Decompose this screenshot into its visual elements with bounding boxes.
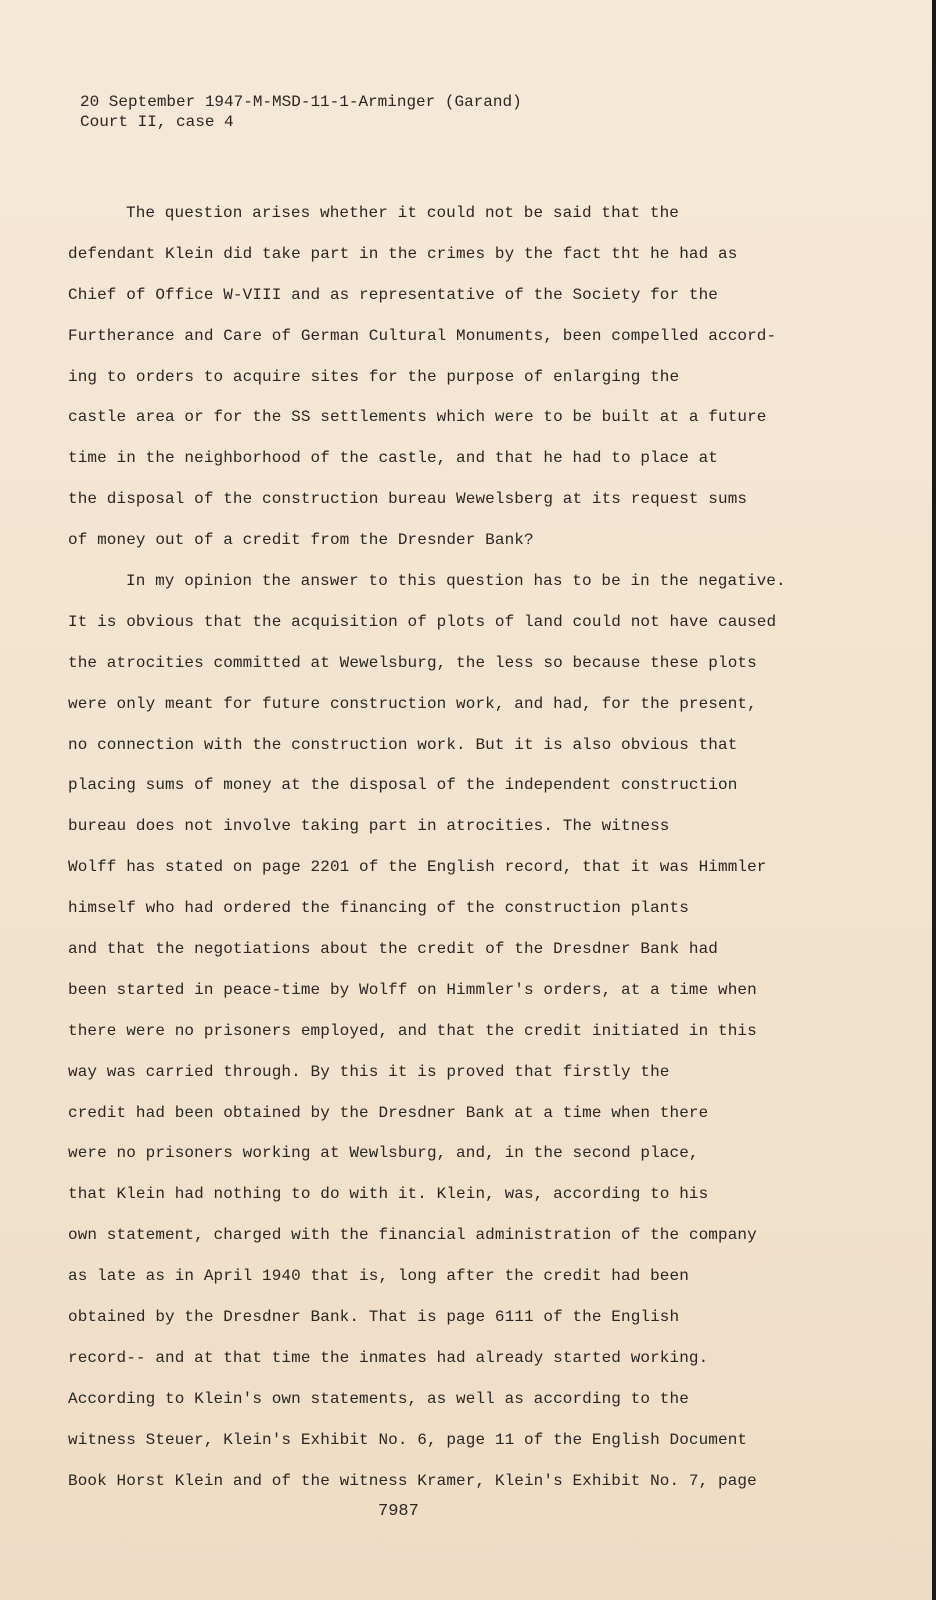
text-line: been started in peace-time by Wolff on Himmler's orders, at a time when <box>68 980 757 999</box>
text-line: were no prisoners working at Wewlsburg, and, in the second place, <box>68 1144 699 1163</box>
text-line: bureau does not involve taking part in atrocities. The witness <box>68 817 670 836</box>
text-line: and that the negotiations about the credit of the Dresdner Bank had <box>68 940 719 959</box>
text-line: were only meant for future construction work, and had, for the present, <box>68 694 757 713</box>
text-line: Furtherance and Care of German Cultural Monuments, been compelled accord- <box>68 326 777 345</box>
text-line: Chief of Office W-VIII and as representative of the Society for the <box>68 285 719 304</box>
text-line: there were no prisoners employed, and that the credit initiated in this <box>68 1021 757 1040</box>
document-header <box>80 92 522 132</box>
text-line: credit had been obtained by the Dresdner Bank at a time when there <box>68 1103 709 1122</box>
text-line: witness Steuer, Klein's Exhibit No. 6, page 11 of the English Document <box>68 1430 748 1449</box>
text-line: that Klein had nothing to do with it. Klein, was, according to his <box>68 1185 709 1204</box>
text-line: According to Klein's own statements, as well as according to the <box>68 1389 689 1408</box>
text-line: defendant Klein did take part in the crimes by the fact tht he had as <box>68 244 738 263</box>
document-body <box>68 193 828 1502</box>
text-line: own statement, charged with the financial administration of the company <box>68 1226 757 1245</box>
text-line: It is obvious that the acquisition of plots of land could not have caused <box>68 612 777 631</box>
text-line: way was carried through. By this it is proved that firstly the <box>68 1062 670 1081</box>
text-line: record-- and at that time the inmates had already started working. <box>68 1348 709 1367</box>
text-line: The question arises whether it could not be said that the <box>126 204 679 222</box>
text-line: Wolff has stated on page 2201 of the English record, that it was Himmler <box>68 858 767 877</box>
text-line: Book Horst Klein and of the witness Kramer, Klein's Exhibit No. 7, page <box>68 1471 757 1490</box>
page-number: 7987 <box>378 1502 419 1521</box>
header-court-line: Court II, case 4 <box>80 113 234 131</box>
text-line: the atrocities committed at Wewelsburg, the less so because these plots <box>68 653 757 672</box>
text-line: of money out of a credit from the Dresnder Bank? <box>68 531 534 550</box>
header-date-line: 20 September 1947-M-MSD-11-1-Arminger (Garand) <box>80 93 522 111</box>
text-line: placing sums of money at the disposal of the independent construction <box>68 776 738 795</box>
text-line: no connection with the construction work. But it is also obvious that <box>68 735 738 754</box>
text-line: himself who had ordered the financing of the construction plants <box>68 899 689 918</box>
text-line: castle area or for the SS settlements which were to be built at a future <box>68 408 767 427</box>
text-line: time in the neighborhood of the castle, and that he had to place at <box>68 449 719 468</box>
text-line: as late as in April 1940 that is, long after the credit had been <box>68 1267 689 1286</box>
text-line: the disposal of the construction bureau Wewelsberg at its request sums <box>68 490 748 509</box>
text-line: obtained by the Dresdner Bank. That is page 6111 of the English <box>68 1308 680 1327</box>
text-line: In my opinion the answer to this question has to be in the negative. <box>126 572 786 591</box>
text-line: ing to orders to acquire sites for the purpose of enlarging the <box>68 367 680 386</box>
